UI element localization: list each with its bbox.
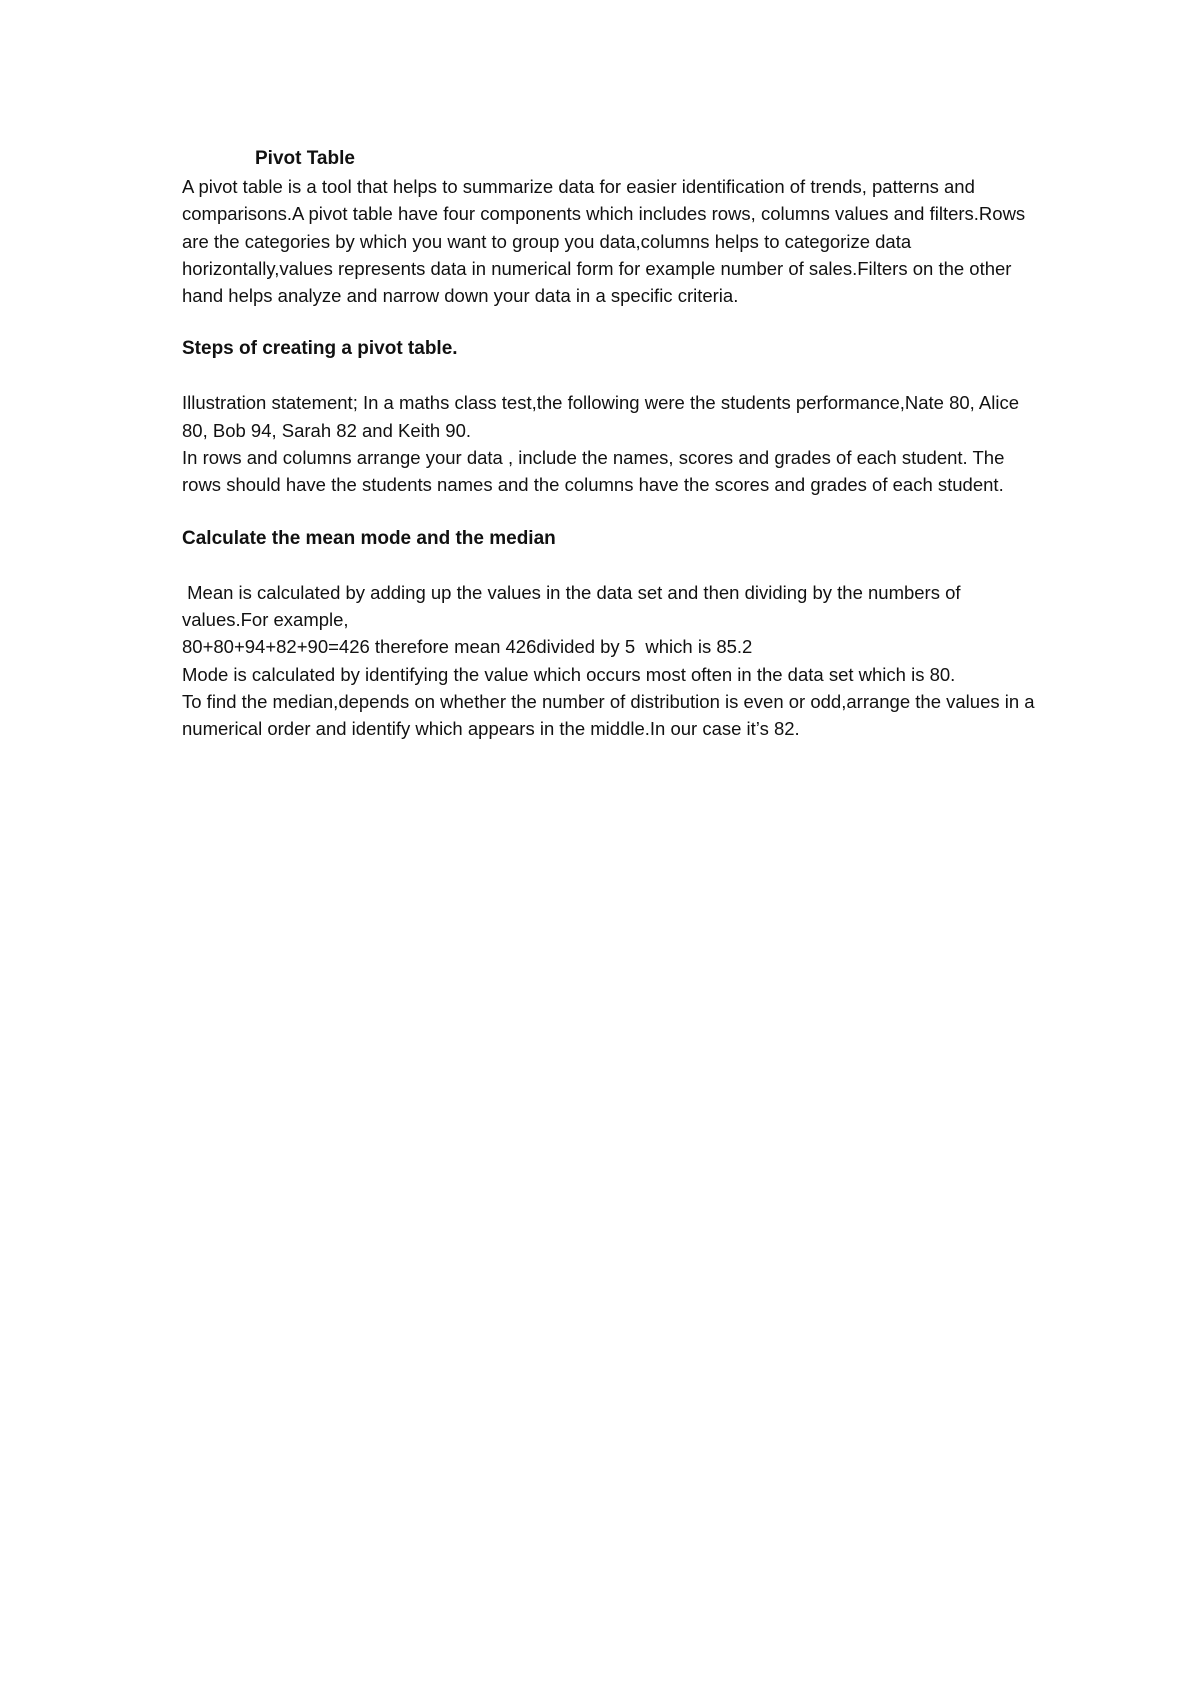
calculate-heading: Calculate the mean mode and the median	[182, 527, 556, 549]
document-body	[182, 145, 1042, 742]
arrange-paragraph: In rows and columns arrange your data , include the names, scores and grades of each student. The rows should have the students names and the columns have the scores and grades of each student.	[182, 447, 1010, 496]
intro-paragraph: A pivot table is a tool that helps to summarize data for easier identification of trends, patterns and comparisons.A pivot table have four components which includes rows, columns values and filters.Rows are the categories by which you want to group you data,columns helps to categorize data horizontally,values represents data in numerical form for example number of sales.Filters on the other hand helps analyze and narrow down your data in a specific criteria.	[182, 176, 1031, 307]
spacer	[182, 499, 1042, 525]
mean-calculation: 80+80+94+82+90=426 therefore mean 426divided by 5 which is 85.2	[182, 636, 753, 658]
mean-description: Mean is calculated by adding up the values in the data set and then dividing by the numbers of values.For example,	[182, 581, 966, 630]
spacer	[182, 553, 1042, 579]
document-title: Pivot Table	[255, 148, 355, 169]
spacer	[182, 363, 1042, 389]
mode-description: Mode is calculated by identifying the value which occurs most often in the data set which is 80.	[182, 663, 956, 685]
illustration-paragraph: Illustration statement; In a maths class test,the following were the students performance,Nate 80, Alice 80, Bob 94, Sarah 82 and Keith 90.	[182, 392, 1025, 441]
median-description: To find the median,depends on whether the number of distribution is even or odd,arrange the values in a numerical order and identify which appears in the middle.In our case it’s 82.	[182, 690, 1040, 740]
spacer	[182, 309, 1042, 335]
steps-heading: Steps of creating a pivot table.	[182, 338, 458, 360]
